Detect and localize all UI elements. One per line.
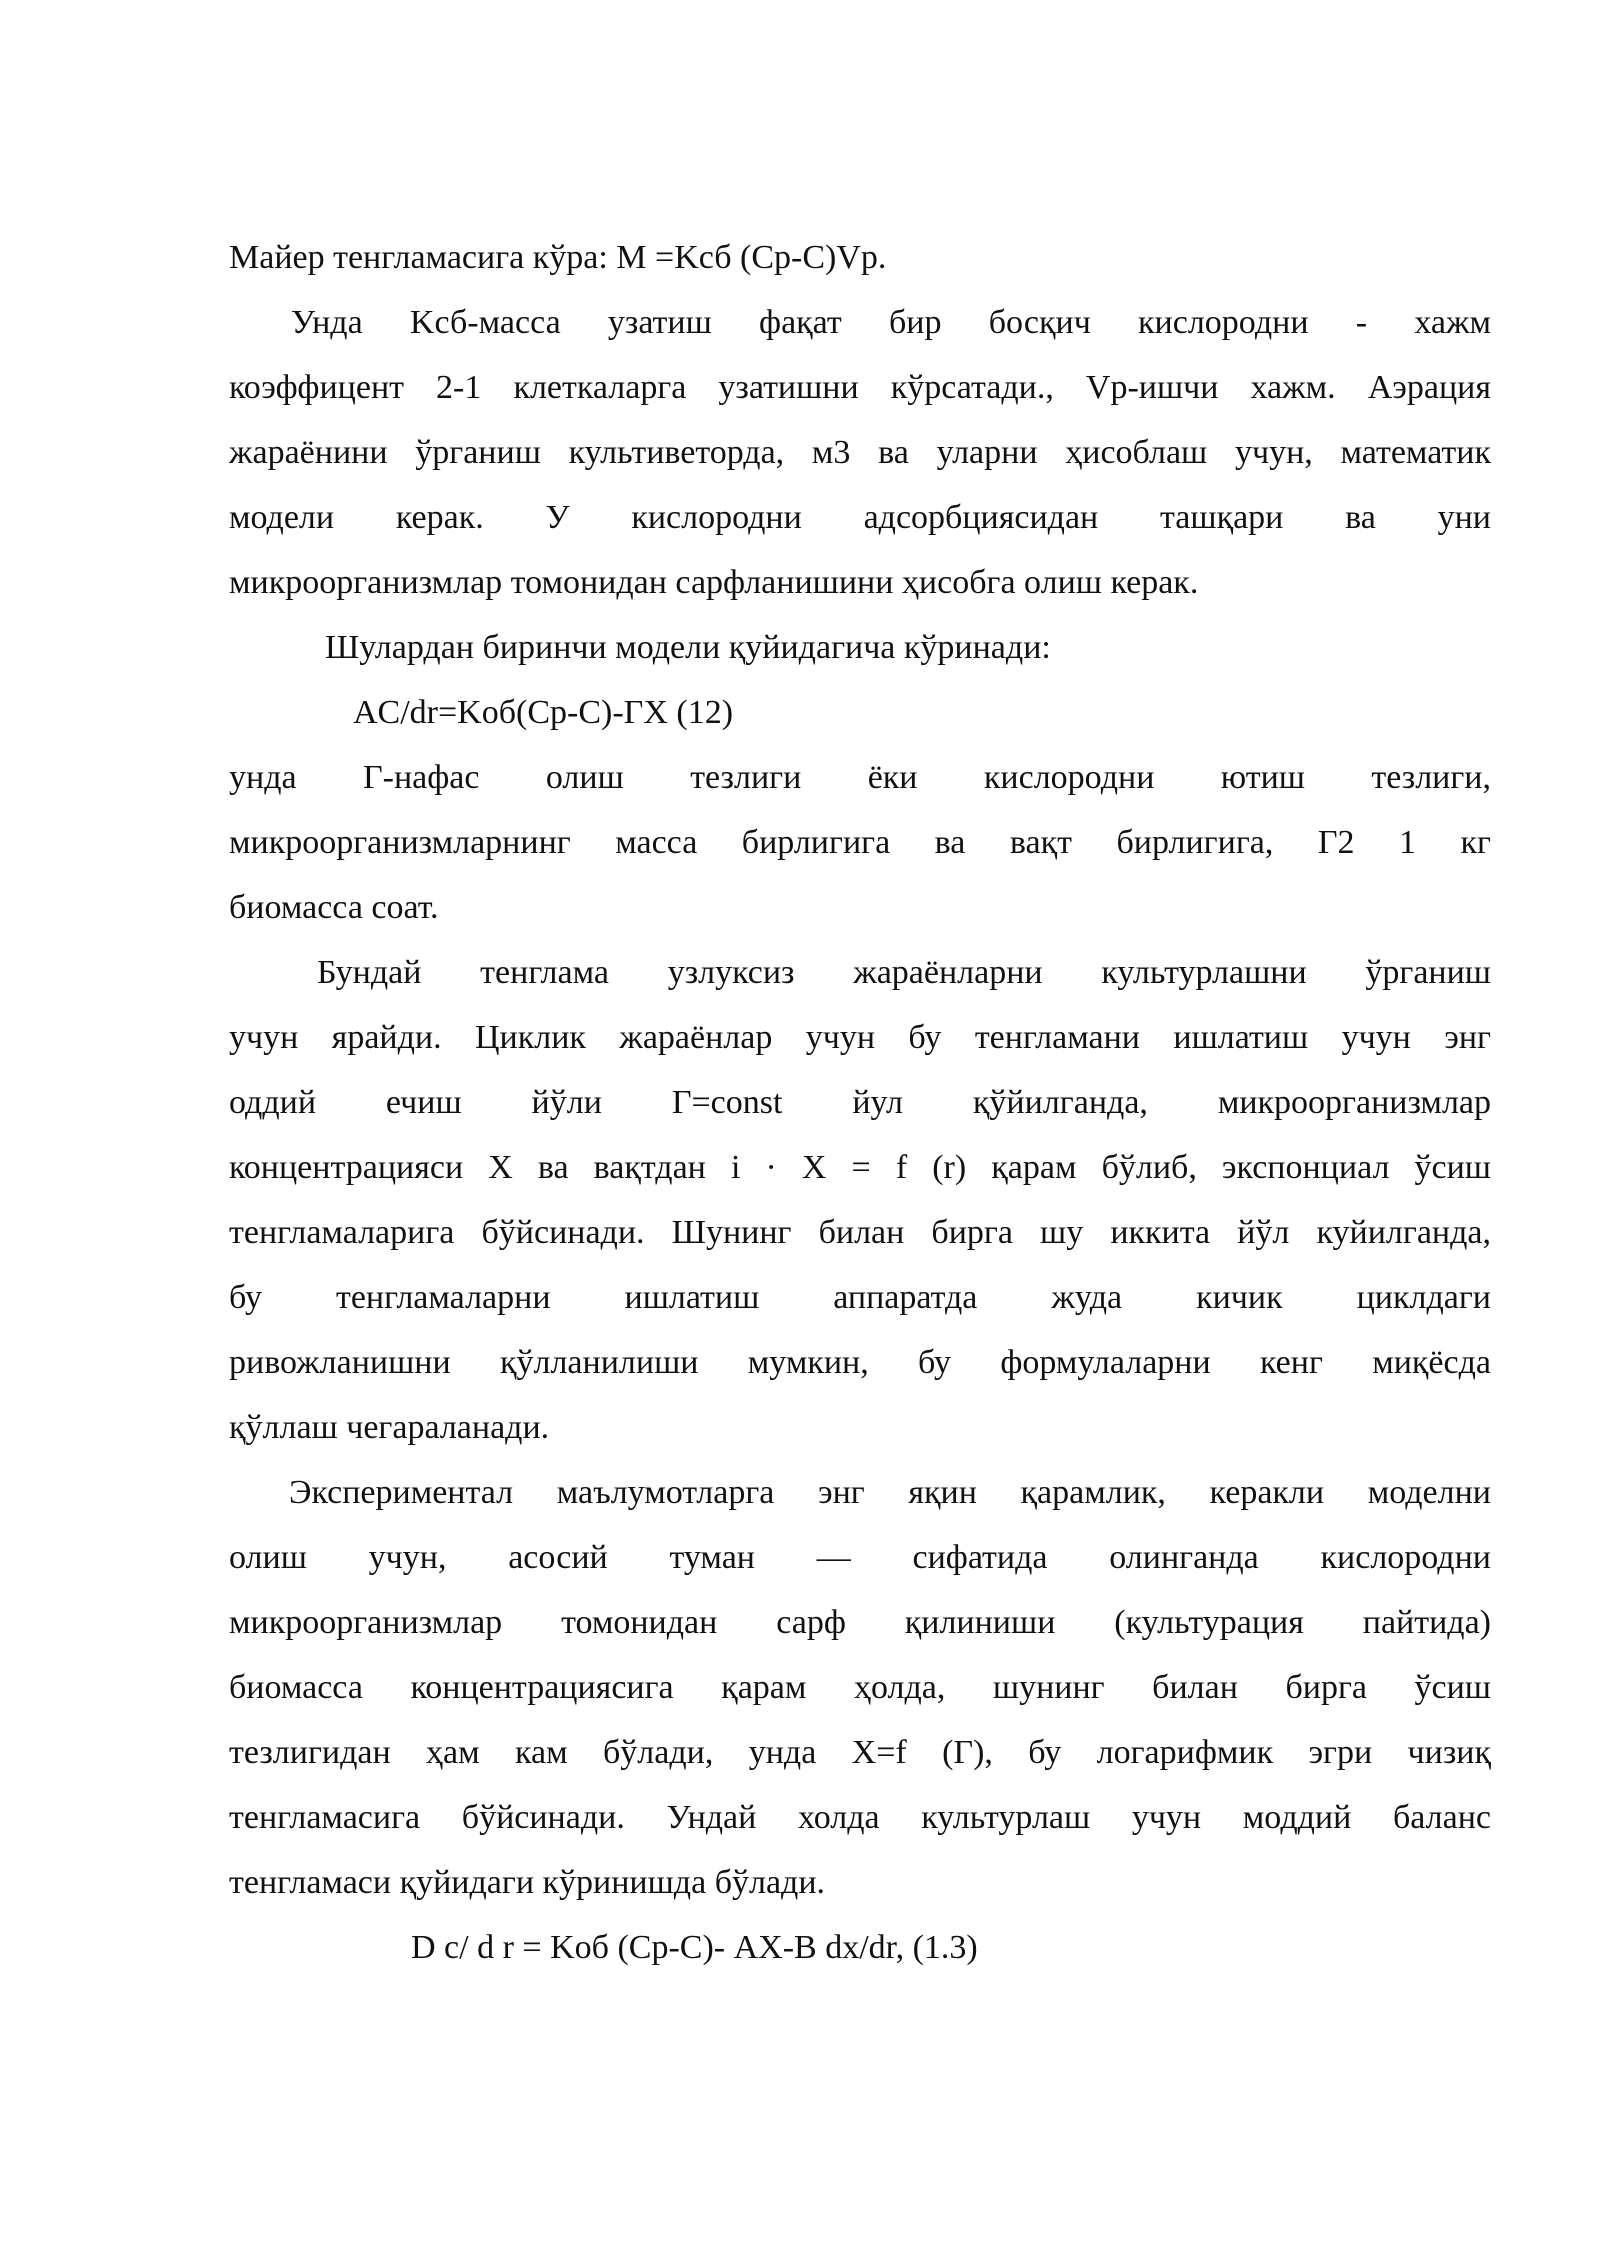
text-line: қўллаш чегараланади. (229, 1409, 550, 1446)
text-line: оддий ечиш йўли Г=const йул қўйилганда, микроорганизмлар (229, 1084, 1491, 1121)
text-line: жараёнини ўрганиш культиветорда, м3 ва уларни ҳисоблаш учун, математик (229, 434, 1491, 471)
text-line: тенгламасига бўйсинади. Ундай холда культурлаш учун моддий баланс (229, 1799, 1491, 1836)
text-line: учун ярайди. Циклик жараёнлар учун бу тенгламани ишлатиш учун энг (229, 1019, 1491, 1056)
text-line: ривожланишни қўлланилиши мумкин, бу формулаларни кенг миқёсда (229, 1344, 1491, 1381)
text-line: бу тенгламаларни ишлатиш аппаратда жуда кичик циклдаги (229, 1279, 1491, 1316)
text-line: микроорганизмлар томонидан сарфланишини ҳисобга олиш керак. (229, 564, 1199, 601)
text-line: олиш учун, асосий туман — сифатида олинганда кислородни (229, 1539, 1491, 1576)
text-line: Экспериментал маълумотларга энг яқин қарамлик, керакли моделни (289, 1474, 1491, 1511)
text-line: тезлигидан ҳам кам бўлади, унда X=f (Г), бу логарифмик эгри чизиқ (229, 1734, 1491, 1771)
text-line: Унда Kсб-масса узатиш фақат бир босқич кислородни - хажм (291, 304, 1491, 341)
text-line: микроорганизмларнинг масса бирлигига ва вақт бирлигига, Г2 1 кг (229, 824, 1491, 861)
text-line: Майер тенгламасига кўра: M =Kсб (Cр-C)Vр. (229, 239, 887, 276)
text-line: тенгламаларига бўйсинади. Шунинг билан бирга шу иккита йўл куйилганда, (229, 1214, 1491, 1251)
text-line: D c/ d r = Kоб (Cр-C)- AX-B dx/dr, (1.3) (411, 1929, 978, 1966)
text-line: Шулардан биринчи модели қуйидагича кўринади: (325, 629, 1051, 666)
text-line: тенгламаси қуйидаги кўринишда бўлади. (229, 1864, 826, 1901)
text-line: биомасса концентрациясига қарам ҳолда, шунинг билан бирга ўсиш (229, 1669, 1491, 1706)
text-line: унда Г-нафас олиш тезлиги ёки кислородни ютиш тезлиги, (229, 759, 1491, 796)
text-line: концентрацияси X ва вақтдан i · X = f (r) қарам бўлиб, экспонциал ўсиш (229, 1149, 1491, 1186)
text-line: биомасса соат. (229, 889, 439, 926)
text-line: Бундай тенглама узлуксиз жараёнларни культурлашни ўрганиш (317, 954, 1491, 991)
text-line: модели керак. У кислородни адсорбциясидан ташқари ва уни (229, 499, 1491, 536)
text-line: коэффицент 2-1 клеткаларга узатишни кўрсатади., Vр-ишчи хажм. Аэрация (229, 369, 1491, 406)
text-line: микроорганизмлар томонидан сарф қилиниши (культурация пайтида) (229, 1604, 1491, 1641)
text-line: AC/dr=Kоб(Cр-C)-ГX (12) (353, 694, 734, 731)
document-page (229, 225, 1491, 1980)
